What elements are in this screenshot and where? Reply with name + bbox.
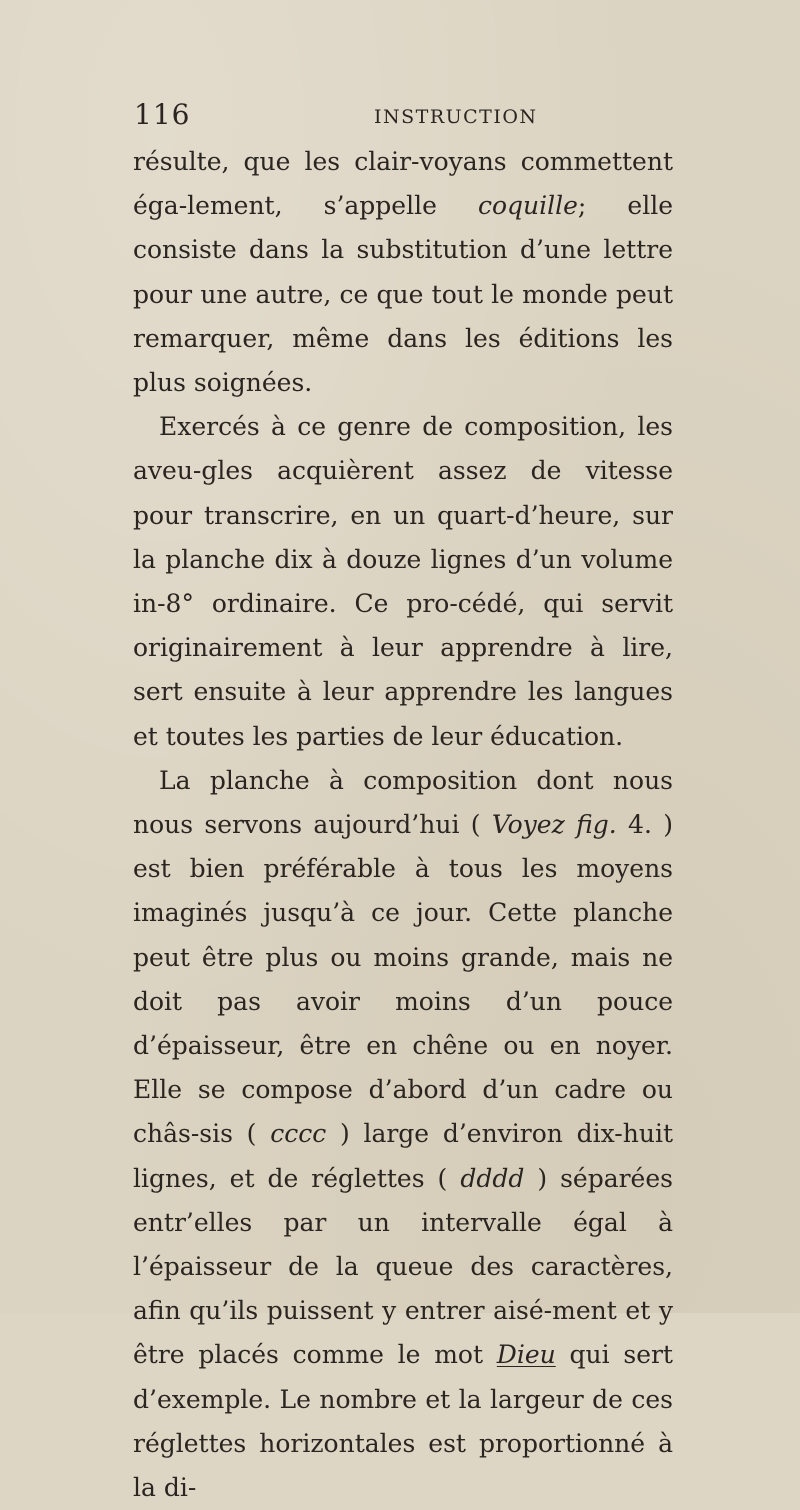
figure-reference: Voyez fig. [491,810,617,840]
paragraph-3-text-5: qui sert d’exemple. Le nombre et la largeur de ces réglettes horizontales est proportionné à la di- [133,1340,673,1503]
paragraph-3 [133,759,673,1510]
paragraph-3-text-3: ) large d’environ dix-huit lignes, et de réglettes ( [133,1119,673,1193]
frame-label-cccc: cccc [270,1119,327,1149]
body-text [133,140,673,1510]
running-title: INSTRUCTION [374,106,538,128]
paragraph-1-text-start: résulte, que les clair-voyans commettent éga-lement, s’appelle [133,147,673,221]
italic-term-coquille: coquille [477,191,578,221]
page-number: 116 [134,98,191,131]
paragraph-2: Exercés à ce genre de composition, les aveu-gles acquièrent assez de vitesse pour transcrire, en un quart-d’heure, sur la planche dix à douze lignes d’un volume in-8° ordinaire. Ce pro-cédé, qui servit originairement à leur apprendre à lire, sert ensuite à leur apprendre les langues et toutes les parties de leur éducation. [133,412,673,751]
example-word-dieu: Dieu [496,1340,556,1370]
paragraph-3-text-4: ) séparées entr’elles par un intervalle égal à l’épaisseur de la queue des caractères, afin qu’ils puissent y entrer aisé-ment et y être placés comme le mot [133,1163,673,1370]
paragraph-1 [133,140,673,405]
paragraph-3-text-1: La planche à composition dont nous nous servons aujourd’hui ( [133,765,673,840]
reglette-label-dddd: dddd [460,1163,525,1193]
page-header [134,98,674,138]
paragraph-3-text-2: 4. ) est bien préférable à tous les moyens imaginés jusqu’à ce jour. Cette planche peut être plus ou moins grande, mais ne doit pas avoir moins d’un pouce d’épaisseur, être en chêne ou en noyer. Elle se compose d’abord d’un cadre ou châs-sis ( [133,810,673,1149]
paragraph-1-text-end: ; elle consiste dans la substitution d’une lettre pour une autre, ce que tout le monde peut remarquer, même dans les éditions les plus soignées. [133,191,674,398]
